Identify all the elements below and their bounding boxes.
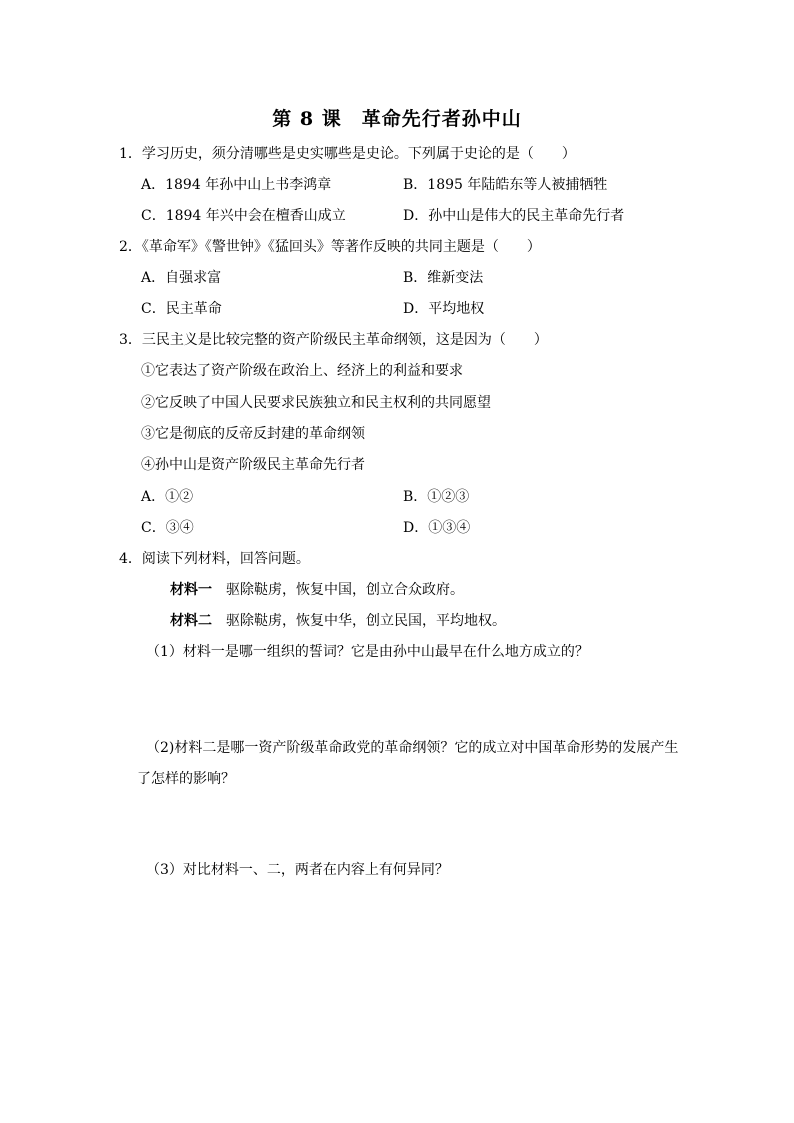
material-1 xyxy=(170,580,464,600)
material-2-label: 材料二 xyxy=(170,613,212,629)
question-3-option-a: A．①② xyxy=(141,489,194,505)
material-2-text: 驱除鞑虏，恢复中华，创立民国，平均地权。 xyxy=(226,613,506,629)
question-2-option-b: B．维新变法 xyxy=(403,270,484,286)
question-2-option-a: A．自强求富 xyxy=(141,270,222,286)
question-1-option-c: C．1894 年兴中会在檀香山成立 xyxy=(141,208,346,224)
question-2-option-d: D．平均地权 xyxy=(403,301,485,317)
material-2-spacer xyxy=(212,613,226,629)
material-1-text: 驱除鞑虏，恢复中国，创立合众政府。 xyxy=(226,582,464,598)
question-1-option-a: A．1894 年孙中山上书李鸿章 xyxy=(141,177,332,193)
question-3-option-d: D．①③④ xyxy=(403,520,471,536)
question-1-stem: 1．学习历史，须分清哪些是史实哪些是史论。下列属于史论的是（ ） xyxy=(119,146,576,162)
question-2-option-c: C．民主革命 xyxy=(141,301,222,317)
question-3-statement-4: ④孙中山是资产阶级民主革命先行者 xyxy=(141,457,365,473)
subquestion-2-line-1: （2)材料二是哪一资产阶级革命政党的革命纲领？它的成立对中国革命形势的发展产生 xyxy=(146,740,679,756)
question-4-stem: 4．阅读下列材料，回答问题。 xyxy=(119,551,310,567)
material-1-spacer xyxy=(212,582,226,598)
subquestion-1: （1）材料一是哪一组织的誓词？它是由孙中山最早在什么地方成立的？ xyxy=(146,644,589,660)
question-1-option-d: D．孙中山是伟大的民主革命先行者 xyxy=(403,208,625,224)
question-3-option-c: C．③④ xyxy=(141,520,194,536)
page-title: 第 8 课 革命先行者孙中山 xyxy=(272,108,522,130)
question-1-option-b: B．1895 年陆皓东等人被捕牺牲 xyxy=(403,177,608,193)
subquestion-3: （3）对比材料一、二，两者在内容上有何异同？ xyxy=(146,862,449,878)
material-2 xyxy=(170,611,506,631)
question-3-stem: 3．三民主义是比较完整的资产阶级民主革命纲领，这是因为（ ） xyxy=(119,332,548,348)
question-3-statement-3: ③它是彻底的反帝反封建的革命纲领 xyxy=(141,426,365,442)
subquestion-2-line-2: 了怎样的影响？ xyxy=(137,771,235,787)
question-3-option-b: B．①②③ xyxy=(403,489,470,505)
question-3-statement-1: ①它表达了资产阶级在政治上、经济上的利益和要求 xyxy=(141,363,463,379)
material-1-label: 材料一 xyxy=(170,582,212,598)
question-3-statement-2: ②它反映了中国人民要求民族独立和民主权利的共同愿望 xyxy=(141,395,491,411)
question-2-stem: 2．《革命军》《警世钟》《猛回头》等著作反映的共同主题是（ ） xyxy=(119,239,541,255)
